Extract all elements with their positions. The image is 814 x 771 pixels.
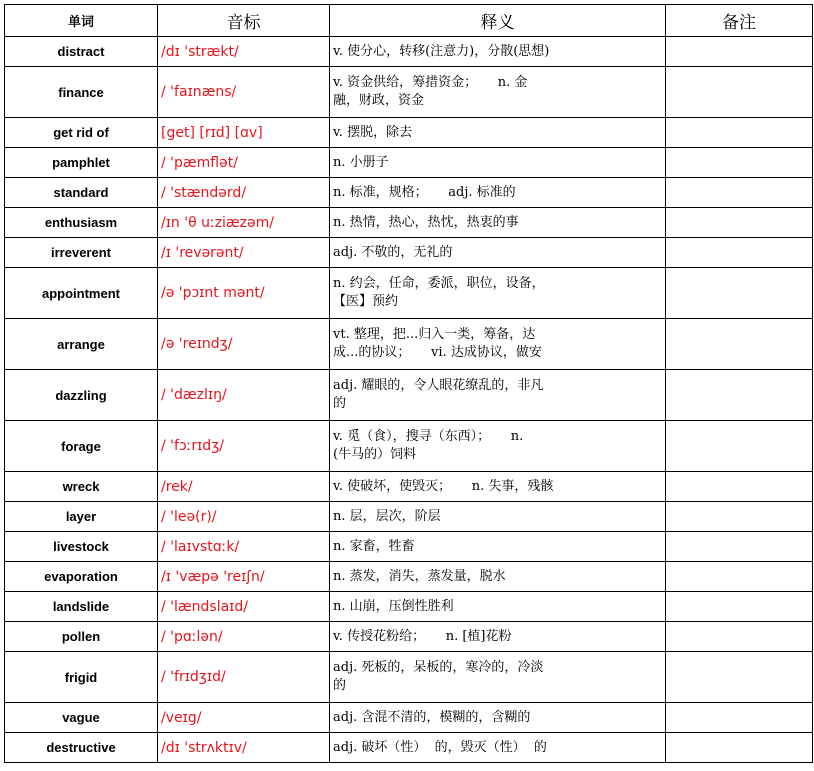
meaning-cell: adj. 不敬的，无礼的 <box>330 238 666 268</box>
word-cell: irreverent <box>5 238 158 268</box>
word-cell: dazzling <box>5 370 158 421</box>
word-cell: arrange <box>5 319 158 370</box>
table-row <box>5 319 813 370</box>
notes-cell <box>666 178 813 208</box>
phonetic-cell: /ə 'pɔɪnt mənt/ <box>158 268 330 319</box>
phonetic-cell: /ə 'reɪndʒ/ <box>158 319 330 370</box>
table-row <box>5 67 813 118</box>
word-cell: evaporation <box>5 562 158 592</box>
notes-cell <box>666 562 813 592</box>
word-cell: forage <box>5 421 158 472</box>
table-row <box>5 238 813 268</box>
table-row <box>5 118 813 148</box>
word-cell: wreck <box>5 472 158 502</box>
phonetic-cell: / 'dæzlɪŋ/ <box>158 370 330 421</box>
meaning-cell: n. 蒸发，消失，蒸发量，脱水 <box>330 562 666 592</box>
notes-cell <box>666 67 813 118</box>
notes-cell <box>666 733 813 763</box>
meaning-cell: adj. 破坏（性） 的，毁灭（性） 的 <box>330 733 666 763</box>
word-cell: pollen <box>5 622 158 652</box>
notes-cell <box>666 319 813 370</box>
word-cell: pamphlet <box>5 148 158 178</box>
meaning-cell: n. 热情，热心，热忱，热衷的事 <box>330 208 666 238</box>
meaning-cell: v. 使破坏，使毁灭； n. 失事，残骸 <box>330 472 666 502</box>
header-row <box>5 5 813 37</box>
notes-cell <box>666 652 813 703</box>
table-row <box>5 268 813 319</box>
table-row <box>5 370 813 421</box>
notes-cell <box>666 703 813 733</box>
word-cell: standard <box>5 178 158 208</box>
table-row <box>5 502 813 532</box>
phonetic-cell: / 'pæmflət/ <box>158 148 330 178</box>
table-row <box>5 208 813 238</box>
phonetic-cell: / 'leə(r)/ <box>158 502 330 532</box>
header-word: 单词 <box>5 5 158 37</box>
phonetic-cell: /rek/ <box>158 472 330 502</box>
table-row <box>5 37 813 67</box>
vocabulary-table <box>4 4 813 763</box>
meaning-cell: v. 资金供给，筹措资金； n. 金 融，财政，资金 <box>330 67 666 118</box>
word-cell: landslide <box>5 592 158 622</box>
table-row <box>5 622 813 652</box>
word-cell: distract <box>5 37 158 67</box>
notes-cell <box>666 208 813 238</box>
word-cell: get rid of <box>5 118 158 148</box>
table-row <box>5 592 813 622</box>
phonetic-cell: /ɪ 'revərənt/ <box>158 238 330 268</box>
meaning-cell: n. 层，层次，阶层 <box>330 502 666 532</box>
phonetic-cell: / 'faɪnæns/ <box>158 67 330 118</box>
meaning-cell: adj. 耀眼的，令人眼花缭乱的，非凡 的 <box>330 370 666 421</box>
table-row <box>5 148 813 178</box>
header-meaning: 释义 <box>330 5 666 37</box>
word-cell: livestock <box>5 532 158 562</box>
meaning-cell: n. 标准，规格； adj. 标准的 <box>330 178 666 208</box>
header-notes: 备注 <box>666 5 813 37</box>
phonetic-cell: [get] [rɪd] [ɑv] <box>158 118 330 148</box>
meaning-cell: v. 觅（食），搜寻（东西）； n. (牛马的）饲料 <box>330 421 666 472</box>
word-cell: vague <box>5 703 158 733</box>
table-body <box>5 37 813 763</box>
word-cell: layer <box>5 502 158 532</box>
phonetic-cell: / 'frɪdʒɪd/ <box>158 652 330 703</box>
phonetic-cell: /ɪ 'væpə 'reɪʃn/ <box>158 562 330 592</box>
meaning-cell: v. 传授花粉给； n. [植]花粉 <box>330 622 666 652</box>
table-row <box>5 652 813 703</box>
phonetic-cell: / 'laɪvstɑːk/ <box>158 532 330 562</box>
word-cell: finance <box>5 67 158 118</box>
meaning-cell: n. 家畜，牲畜 <box>330 532 666 562</box>
notes-cell <box>666 37 813 67</box>
word-cell: destructive <box>5 733 158 763</box>
meaning-cell: v. 摆脱，除去 <box>330 118 666 148</box>
word-cell: appointment <box>5 268 158 319</box>
meaning-cell: adj. 死板的，呆板的，寒冷的，冷淡 的 <box>330 652 666 703</box>
notes-cell <box>666 592 813 622</box>
notes-cell <box>666 502 813 532</box>
header-phonetic: 音标 <box>158 5 330 37</box>
meaning-cell: n. 约会，任命，委派，职位，设备， 【医】预约 <box>330 268 666 319</box>
phonetic-cell: /ɪn 'θ uːziæzəm/ <box>158 208 330 238</box>
notes-cell <box>666 532 813 562</box>
table-row <box>5 472 813 502</box>
table-row <box>5 178 813 208</box>
notes-cell <box>666 421 813 472</box>
phonetic-cell: / 'pɑːlən/ <box>158 622 330 652</box>
phonetic-cell: / 'lændslaɪd/ <box>158 592 330 622</box>
meaning-cell: vt. 整理，把...归入一类，筹备，达 成...的协议； vi. 达成协议，做安 <box>330 319 666 370</box>
notes-cell <box>666 118 813 148</box>
table-row <box>5 733 813 763</box>
notes-cell <box>666 268 813 319</box>
notes-cell <box>666 472 813 502</box>
word-cell: enthusiasm <box>5 208 158 238</box>
table-row <box>5 421 813 472</box>
table-row <box>5 532 813 562</box>
meaning-cell: adj. 含混不清的，模糊的，含糊的 <box>330 703 666 733</box>
table-row <box>5 562 813 592</box>
notes-cell <box>666 370 813 421</box>
phonetic-cell: / 'stændərd/ <box>158 178 330 208</box>
phonetic-cell: /dɪ 'strækt/ <box>158 37 330 67</box>
notes-cell <box>666 238 813 268</box>
meaning-cell: v. 使分心，转移(注意力)，分散(思想) <box>330 37 666 67</box>
notes-cell <box>666 622 813 652</box>
word-cell: frigid <box>5 652 158 703</box>
notes-cell <box>666 148 813 178</box>
phonetic-cell: /veɪg/ <box>158 703 330 733</box>
phonetic-cell: / 'fɔːrɪdʒ/ <box>158 421 330 472</box>
phonetic-cell: /dɪ 'strʌktɪv/ <box>158 733 330 763</box>
meaning-cell: n. 小册子 <box>330 148 666 178</box>
table-row <box>5 703 813 733</box>
meaning-cell: n. 山崩，压倒性胜利 <box>330 592 666 622</box>
